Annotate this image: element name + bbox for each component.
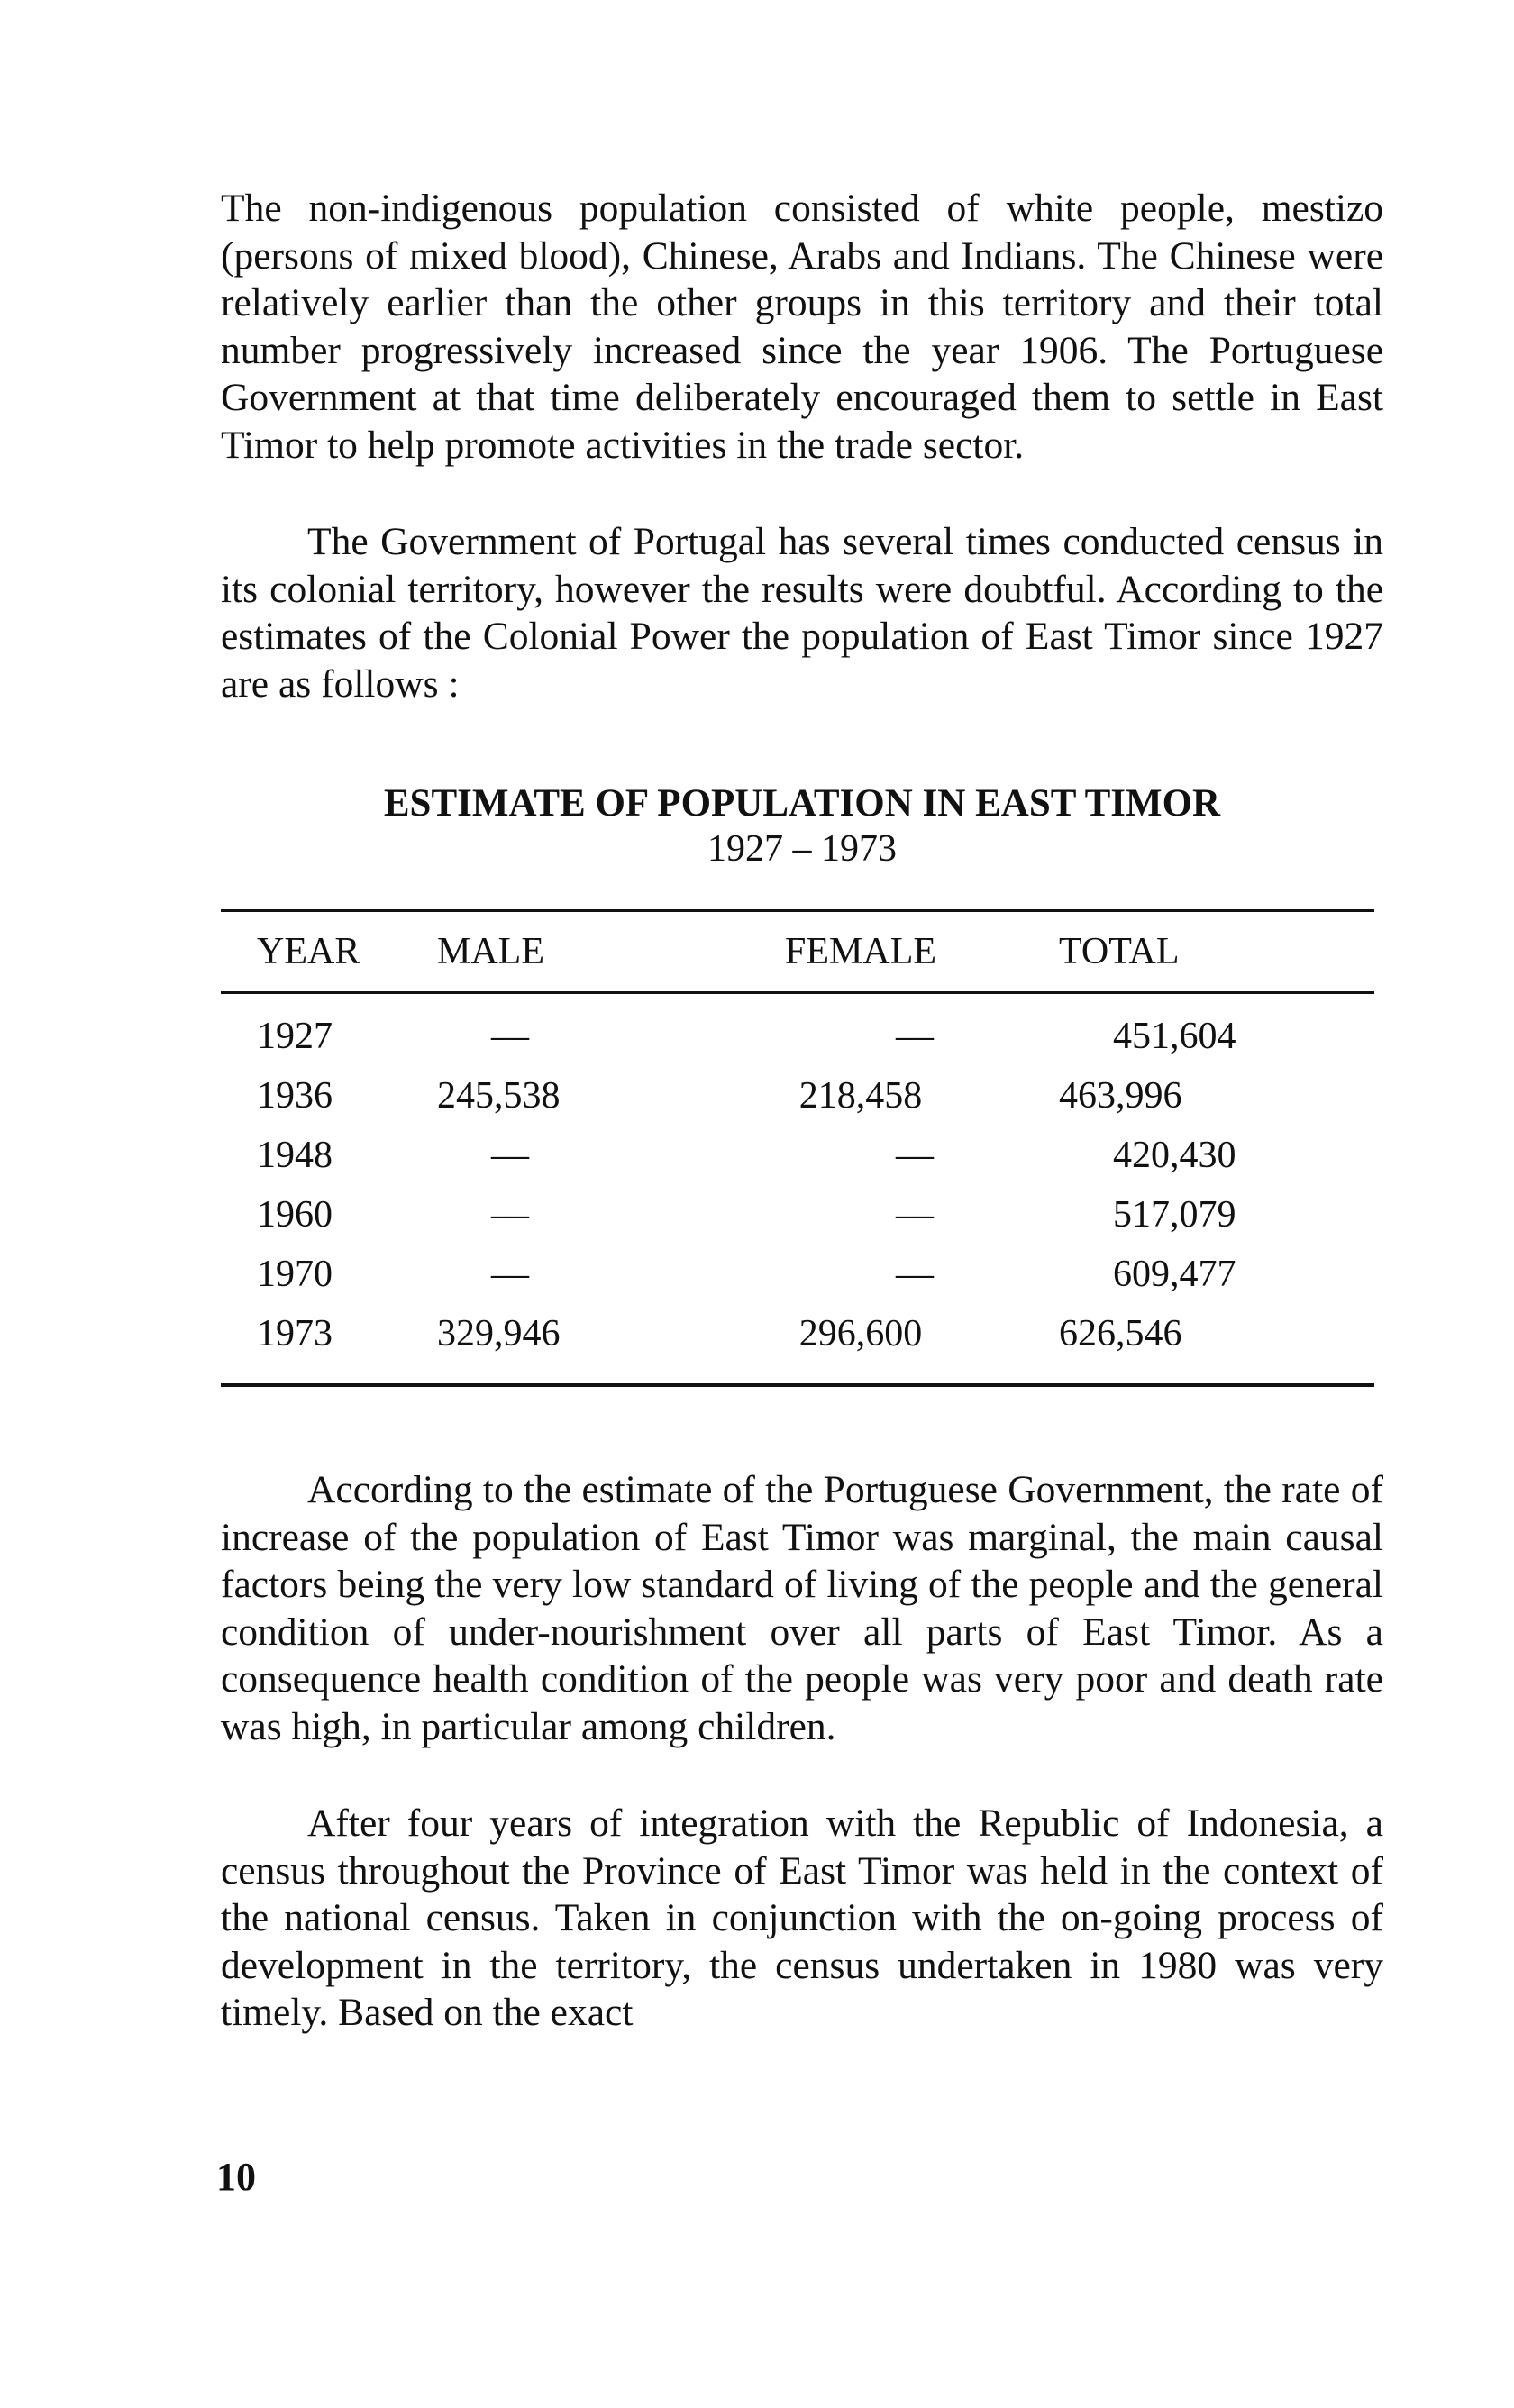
page-number: 10 — [216, 2155, 256, 2199]
paragraph-integration-census: After four years of integration with the Republic of Indonesia, a census throughout the Province of East Timor was held in the context of the national census. Taken in conjunction with the on-going process of development in the territory, the census undertaken in 1980 was very timely. Based on the exact — [221, 1801, 1383, 2034]
cell-male: –– — [491, 1194, 529, 1236]
cell-female: 218,458 — [798, 1075, 923, 1117]
cell-year: 1927 — [257, 1016, 333, 1057]
population-table — [221, 909, 1374, 1387]
table-row — [221, 1007, 1374, 1066]
table-row — [221, 1245, 1374, 1304]
cell-year: 1970 — [257, 1254, 333, 1295]
table-row — [221, 1066, 1374, 1126]
paragraph-portuguese-estimate: According to the estimate of the Portuguese Government, the rate of increase of the population of East Timor was marginal, the main causal factors being the very low standard of living of the people and the general condition of under-nourishment over all parts of East Timor. As a consequence health condition of the people was very poor and death rate was high, in particular among children. — [221, 1468, 1383, 1748]
table-header-row — [221, 912, 1374, 994]
cell-male: 329,946 — [437, 1313, 561, 1354]
cell-year: 1936 — [257, 1075, 333, 1117]
cell-male: –– — [491, 1254, 529, 1295]
table-title: ESTIMATE OF POPULATION IN EAST TIMOR — [383, 782, 1221, 825]
cell-year: 1973 — [257, 1313, 333, 1354]
table-subtitle: 1927 – 1973 — [707, 828, 897, 870]
header-male: MALE — [437, 931, 544, 972]
cell-male: 245,538 — [437, 1075, 561, 1117]
cell-total: 463,996 — [1059, 1075, 1182, 1117]
cell-female: –– — [896, 1254, 934, 1295]
cell-year: 1948 — [257, 1135, 333, 1176]
page-content — [221, 185, 1383, 2037]
cell-total: 517,079 — [1113, 1194, 1236, 1236]
cell-female: –– — [896, 1016, 934, 1057]
cell-female: 296,600 — [798, 1313, 923, 1354]
table-body — [221, 994, 1374, 1383]
paragraph-non-indigenous: The non-indigenous population consisted of white people, mestizo (persons of mixed blood), Chinese, Arabs and Indians. The Chinese were relatively earlier than the other groups in this territory and their total number progressively increased since the year 1906. The Portuguese Government at that time deliberately encouraged them to settle in East Timor to help promote activities in the trade sector. — [221, 187, 1383, 467]
cell-total: 451,604 — [1113, 1016, 1236, 1057]
table-row — [221, 1304, 1374, 1364]
header-year: YEAR — [257, 931, 360, 972]
cell-total: 626,546 — [1059, 1313, 1182, 1354]
cell-female: –– — [896, 1194, 934, 1236]
table-bottom-rule — [221, 1383, 1374, 1387]
cell-year: 1960 — [257, 1194, 333, 1236]
header-female: FEMALE — [785, 931, 936, 972]
table-row — [221, 1185, 1374, 1245]
table-row — [221, 1126, 1374, 1185]
cell-total: 609,477 — [1113, 1254, 1236, 1295]
cell-female: –– — [896, 1135, 934, 1176]
paragraph-census-portugal: The Government of Portugal has several times conducted census in its colonial territory, however the results were doubtful. According to the estimates of the Colonial Power the population of East Timor since 1927 are as follows : — [221, 520, 1383, 706]
cell-total: 420,430 — [1113, 1135, 1236, 1176]
cell-male: –– — [491, 1016, 529, 1057]
header-total: TOTAL — [1059, 931, 1180, 972]
cell-male: –– — [491, 1135, 529, 1176]
